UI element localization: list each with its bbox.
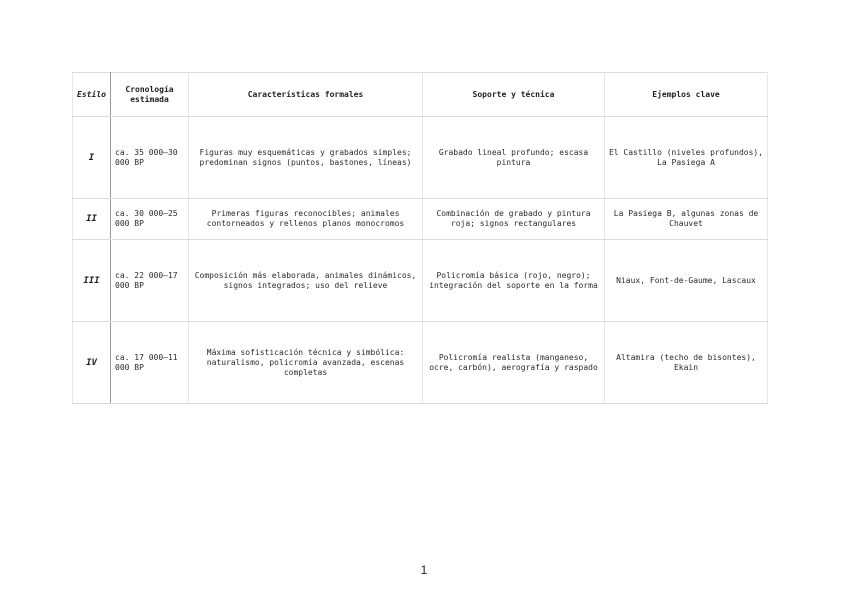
- cell-support: Combinación de grabado y pintura roja; signos rectangulares: [423, 199, 605, 240]
- page-number: 1: [420, 563, 428, 577]
- cell-chronology: ca. 22 000–17 000 BP: [111, 240, 189, 322]
- table-header-row: [73, 73, 768, 117]
- table-row: [73, 240, 768, 322]
- cell-features: Primeras figuras reconocibles; animales contorneados y rellenos planos monocromos: [189, 199, 423, 240]
- cell-support: Policromía realista (manganeso, ocre, carbón), aerografía y raspado: [423, 322, 605, 404]
- cell-examples: Niaux, Font-de-Gaume, Lascaux: [605, 240, 768, 322]
- cell-style: IV: [73, 322, 111, 404]
- rock-art-styles-table: [72, 72, 768, 404]
- header-style: Estilo: [73, 73, 111, 117]
- cell-support: Grabado lineal profundo; escasa pintura: [423, 117, 605, 199]
- cell-features: Composición más elaborada, animales dinámicos, signos integrados; uso del relieve: [189, 240, 423, 322]
- cell-support: Policromía básica (rojo, negro); integración del soporte en la forma: [423, 240, 605, 322]
- header-examples: Ejemplos clave: [605, 73, 768, 117]
- cell-chronology: ca. 35 000–30 000 BP: [111, 117, 189, 199]
- header-features: Características formales: [189, 73, 423, 117]
- table-row: [73, 117, 768, 199]
- cell-chronology: ca. 30 000–25 000 BP: [111, 199, 189, 240]
- cell-examples: Altamira (techo de bisontes), Ekain: [605, 322, 768, 404]
- table-row: [73, 199, 768, 240]
- table-row: [73, 322, 768, 404]
- cell-examples: El Castillo (niveles profundos), La Pasiega A: [605, 117, 768, 199]
- cell-style: II: [73, 199, 111, 240]
- header-chronology: Cronología estimada: [111, 73, 189, 117]
- cell-examples: La Pasiega B, algunas zonas de Chauvet: [605, 199, 768, 240]
- header-support: Soporte y técnica: [423, 73, 605, 117]
- cell-features: Figuras muy esquemáticas y grabados simples; predominan signos (puntos, bastones, líneas): [189, 117, 423, 199]
- cell-features: Máxima sofisticación técnica y simbólica: naturalismo, policromía avanzada, escenas completas: [189, 322, 423, 404]
- cell-chronology: ca. 17 000–11 000 BP: [111, 322, 189, 404]
- cell-style: I: [73, 117, 111, 199]
- cell-style: III: [73, 240, 111, 322]
